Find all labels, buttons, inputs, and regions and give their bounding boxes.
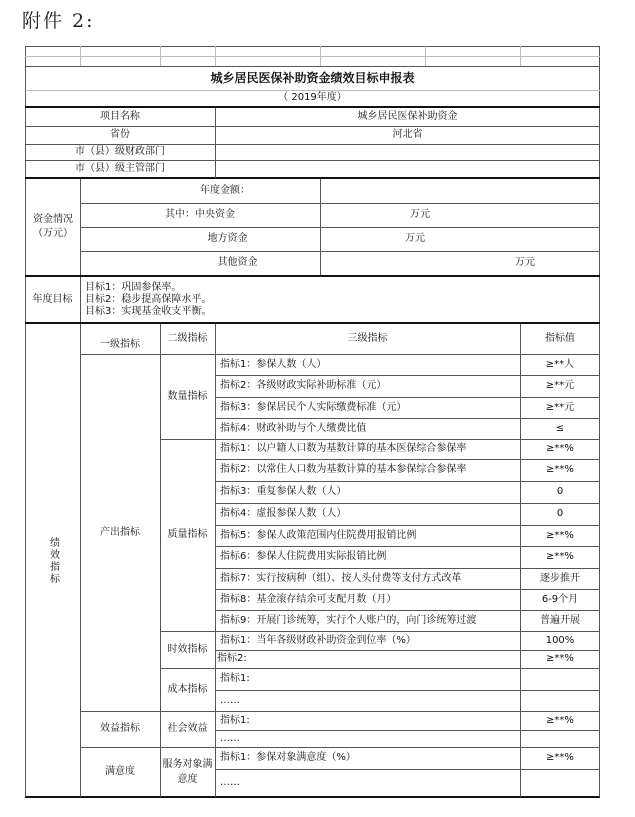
province-label: 省份	[110, 129, 130, 140]
social-benefit-label: 社会效益	[167, 723, 208, 734]
finance-dept-value	[215, 144, 600, 160]
quality-value-4: 0	[556, 508, 564, 519]
funds-central-unit: 万元	[410, 209, 430, 220]
social-item-1: 指标1:	[220, 714, 250, 726]
authority-dept-value	[215, 160, 600, 177]
output-indicators-label: 产出指标	[100, 526, 140, 538]
service-item-1: 指标1：参保对象满意度（%）	[220, 752, 356, 763]
goal-2: 目标2：稳步提高保障水平。	[85, 293, 212, 305]
form-title: 城乡居民医保补助资金绩效目标申报表	[210, 71, 415, 85]
goal-1: 目标1：巩固参保率。	[85, 281, 182, 293]
funds-annual-label: 年度金额：	[200, 185, 250, 196]
timeliness-item-2: 指标2:	[217, 653, 247, 664]
satisfaction-indicators-label: 满意度	[105, 766, 135, 777]
authority-dept-label: 市（县）级主管部门	[75, 162, 165, 174]
quality-indicators-label: 质量指标	[167, 529, 208, 540]
form-year: （ 2019年度）	[278, 92, 347, 103]
performance-indicators-label: 绩效指标	[47, 536, 59, 585]
quality-value-8: 6-9个月	[541, 593, 579, 605]
timeliness-value-2: ≥**%	[546, 653, 574, 664]
service-satisfaction-label: 服务对象满意度	[162, 759, 213, 785]
funds-central-label: 其中：中央资金	[165, 209, 235, 220]
goal-3: 目标3：实现基金收支平衡。	[85, 305, 212, 317]
quantity-item-4: 指标4：财政补助与个人缴费比值	[220, 422, 367, 434]
province-value: 河北省	[392, 129, 423, 140]
quantity-value-1: ≥**人	[545, 358, 575, 370]
funds-label: 资金情况（万元）	[33, 214, 73, 239]
quality-value-7: 逐步推开	[540, 572, 580, 584]
project-name-label: 项目名称	[100, 111, 140, 122]
timeliness-item-1: 指标1：当年各级财政补助资金到位率（%）	[220, 634, 416, 646]
quantity-value-2: ≥**元	[545, 380, 575, 391]
quantity-value-4: ≤	[555, 422, 565, 434]
quality-item-3: 指标3：重复参保人数（人）	[220, 486, 347, 497]
benefit-indicators-label: 效益指标	[100, 723, 140, 734]
service-item-2: ……	[220, 776, 240, 788]
cost-item-2: ……	[220, 694, 240, 706]
header-level1: 一级指标	[100, 339, 140, 350]
funds-local-unit: 万元	[405, 233, 425, 244]
quality-value-1: ≥**%	[546, 443, 574, 454]
performance-target-form	[25, 46, 600, 797]
cost-value-2	[520, 690, 600, 711]
quantity-indicators-label: 数量指标	[167, 390, 208, 402]
quality-value-9: 普遍开展	[540, 614, 580, 626]
quality-item-5: 指标5：参保人政策范围内住院费用报销比例	[220, 529, 417, 541]
social-value-1: ≥**%	[546, 714, 574, 726]
social-item-2: ……	[220, 732, 240, 744]
quantity-item-1: 指标1：参保人数（人）	[220, 358, 327, 370]
timeliness-value-1: 100%	[545, 634, 575, 646]
finance-dept-label: 市（县）级财政部门	[75, 146, 165, 157]
project-name-value: 城乡居民医保补助资金	[357, 111, 458, 122]
service-value-1: ≥**%	[546, 752, 574, 763]
annual-goals-list	[80, 277, 600, 322]
quality-item-7: 指标7：实行按病种（组）、按人头付费等支付方式改革	[220, 572, 462, 584]
social-value-2	[520, 730, 600, 747]
funds-local-label: 地方资金	[207, 233, 248, 244]
quantity-item-2: 指标2：各级财政实际补助标准（元）	[220, 380, 387, 391]
quality-item-1: 指标1：以户籍人口数为基数计算的基本医保综合参保率	[220, 443, 467, 454]
header-level3: 三级指标	[347, 333, 388, 344]
service-value-2	[520, 769, 600, 796]
quality-value-5: ≥**%	[546, 529, 574, 541]
attachment-heading: 附件 2:	[22, 10, 95, 32]
cost-indicators-label: 成本指标	[167, 683, 208, 695]
quality-item-2: 指标2：以常住人口数为基数计算的基本参保综合参保率	[220, 464, 467, 475]
quantity-item-3: 指标3：参保居民个人实际缴费标准（元）	[220, 401, 407, 413]
header-level2: 二级指标	[167, 333, 208, 344]
quality-item-9: 指标9：开展门诊统筹，实行个人账户的，向门诊统筹过渡	[220, 614, 477, 626]
funds-other-unit: 万元	[515, 257, 535, 268]
annual-goals-label: 年度目标	[32, 293, 73, 305]
cost-item-1: 指标1:	[220, 673, 250, 684]
cost-value-1	[520, 668, 600, 690]
timeliness-indicators-label: 时效指标	[167, 643, 208, 655]
quality-item-4: 指标4：虚报参保人数（人）	[220, 508, 347, 519]
quality-value-3: 0	[556, 486, 564, 497]
quality-value-2: ≥**%	[546, 464, 574, 475]
quantity-value-3: ≥**元	[545, 401, 575, 413]
quality-item-6: 指标6：参保人住院费用实际报销比例	[220, 551, 387, 562]
header-value: 指标值	[545, 333, 575, 344]
quality-item-8: 指标8：基金滚存结余可支配月数（月）	[220, 593, 397, 605]
funds-other-label: 其他资金	[217, 257, 258, 268]
quality-value-6: ≥**%	[546, 551, 574, 562]
